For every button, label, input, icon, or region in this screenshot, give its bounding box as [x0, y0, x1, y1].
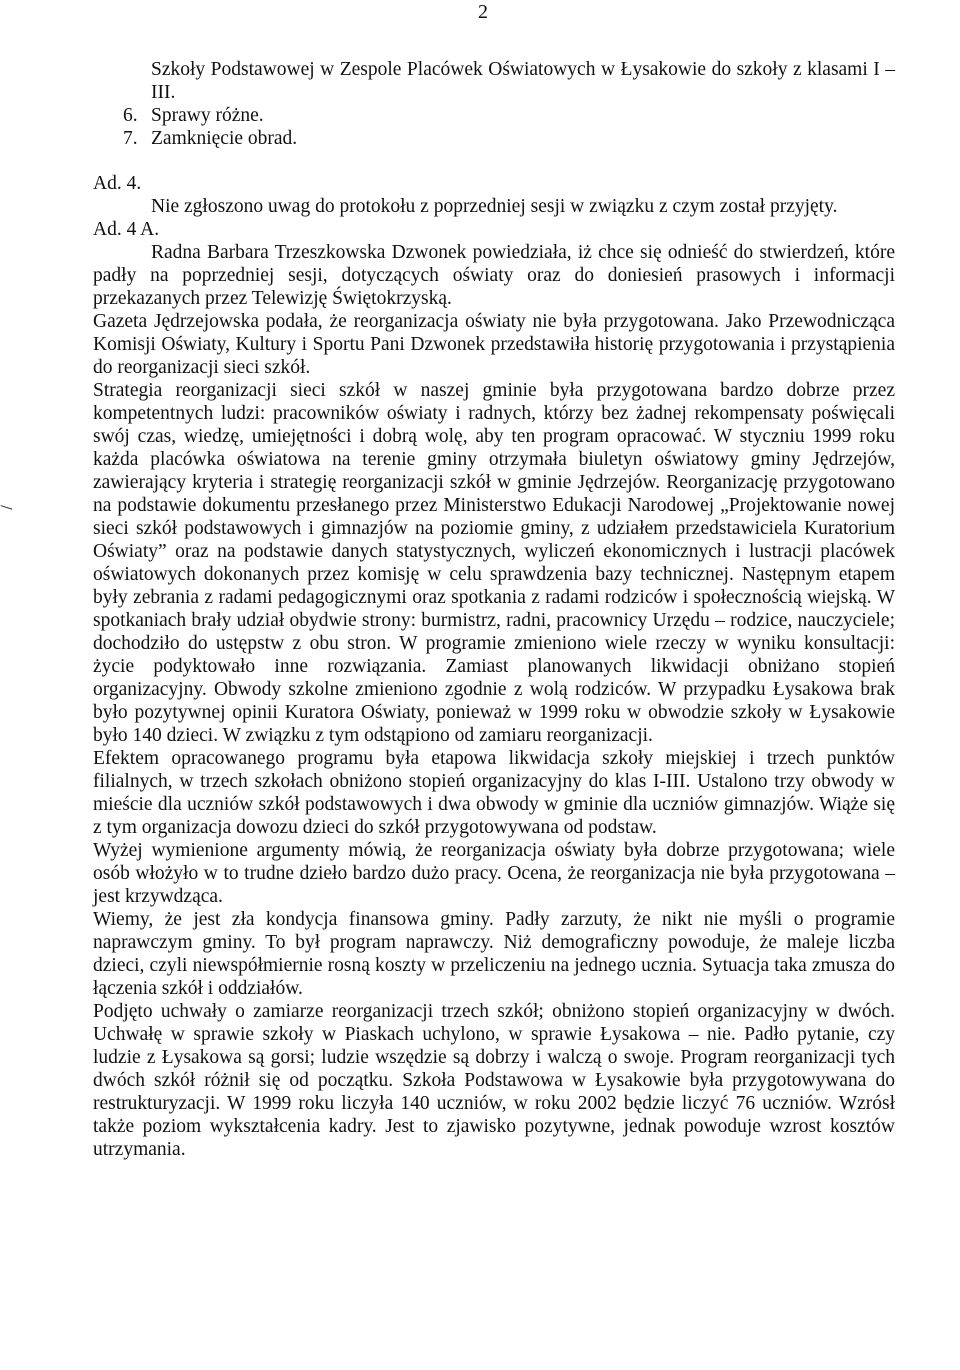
agenda-item-text: Sprawy różne.	[151, 105, 264, 126]
margin-mark	[1, 501, 14, 509]
agenda-continuation: Szkoły Podstawowej w Zespole Placówek Oświatowych w Łysakowie do szkoły z klasami I – III.	[151, 59, 895, 103]
paragraph: Wyżej wymienione argumenty mówią, że reorganizacja oświaty była dobrze przygotowana; wiele osób włożyło w to trudne dzieło bardzo dużo pracy. Ocena, że reorganizacja nie była przygotowana – jest krzywdząca.	[93, 840, 895, 907]
spacer	[93, 150, 895, 172]
paragraph: Strategia reorganizacji sieci szkół w naszej gminie była przygotowana bardzo dobrze przez kompetentnych ludzi: pracowników oświaty i radnych, którzy bez żadnej rekompensaty poświęcali swój czas, wiedzę, umiejętności i dobrą wolę, aby ten program opracować. W styczniu 1999 roku każda placówka oświatowa na terenie gminy otrzymała biuletyn oświatowy gminy Jędrzejów, zawierający kryteria i strategię reorganizacji szkół w gminie Jędrzejów. Reorganizację przygotowano na podstawie dokumentu przesłanego przez Ministerstwo Edukacji Narodowej „Projektowanie nowej sieci szkół podstawowych i gimnazjów na poziomie gminy, z udziałem przedstawiciela Kuratorium Oświaty” oraz na podstawie danych statystycznych, wyliczeń ekonomicznych i lustracji placówek oświatowych dokonanych przez komisję w celu sprawdzenia bazy technicznej. Następnym etapem były zebrania z radami pedagogicznymi oraz spotkania z radami rodziców i społecznością wiejską. W spotkaniach brały udział obydwie strony: burmistrz, radni, pracownicy Urzędu – rodzice, nauczyciele; dochodziło do ustępstw z obu stron. W programie zmieniono wiele rzeczy w wyniku konsultacji: życie podyktowało inne rozwiązania. Zamiast planowanych likwidacji obniżano stopień organizacyjny. Obwody szkolne zmieniono zgodnie z wolą rodziców. W przypadku Łysakowa brak było pozytywnej opinii Kuratora Oświaty, ponieważ w 1999 roku w obwodzie szkoły w Łysakowie było 140 dzieci. W związku z tym odstąpiono od zamiaru reorganizacji.	[93, 380, 895, 746]
section-heading-ad4: Ad. 4.	[93, 173, 142, 194]
paragraph: Radna Barbara Trzeszkowska Dzwonek powiedziała, iż chce się odnieść do stwierdzeń, które padły na poprzedniej sesji, dotyczących oświaty oraz do doniesień prasowych i informacji przekazanych przez Telewizję Świętokrzyską.	[93, 242, 895, 309]
paragraph: Wiemy, że jest zła kondycja finansowa gminy. Padły zarzuty, że nikt nie myśli o programie naprawczym gminy. To był program naprawczy. Niż demograficzny powoduje, że maleje liczba dzieci, czyli niewspółmiernie rosną koszty w przeliczeniu na jednego ucznia. Sytuacja taka zmusza do łączenia szkół i oddziałów.	[93, 909, 895, 999]
paragraph: Podjęto uchwały o zamiarze reorganizacji trzech szkół; obniżono stopień organizacyjny w dwóch. Uchwałę w sprawie szkoły w Piaskach uchylono, w sprawie Łysakowa – nie. Padło pytanie, czy ludzie z Łysakowa są gorsi; ludzie wszędzie są dobrzy i walczą o swoje. Program reorganizacji tych dwóch szkół różnił się od początku. Szkoła Podstawowa w Łysakowie była przygotowywana do restrukturyzacji. W 1999 roku liczyła 140 uczniów, w roku 2002 będzie liczyć 76 uczniów. Wzrósł także poziom wykształcenia kadry. Jest to zjawisko pozytywne, jednak powoduje wzrost kosztów utrzymania.	[93, 1001, 895, 1160]
section-heading-ad4a: Ad. 4 A.	[93, 219, 160, 240]
page-number: 2	[478, 1, 488, 23]
agenda-item-text: Zamknięcie obrad.	[151, 128, 298, 149]
agenda-item-7: 7. Zamknięcie obrad.	[123, 128, 298, 149]
agenda-continuation-block	[93, 58, 895, 104]
paragraph: Gazeta Jędrzejowska podała, że reorganizacja oświaty nie była przygotowana. Jako Przewodnicząca Komisji Oświaty, Kultury i Sportu Pani Dzwonek przedstawiła historię przygotowania i przystąpienia do reorganizacji sieci szkół.	[93, 311, 895, 378]
paragraph: Efektem opracowanego programu była etapowa likwidacja szkoły miejskiej i trzech punktów filialnych, w trzech szkołach obniżono stopień organizacyjny do klas I-III. Ustalono trzy obwody w mieście dla uczniów szkół podstawowych i dwa obwody w gminie dla uczniów gimnazjów. Wiąże się z tym organizacja dowozu dzieci do szkół przygotowywana od podstaw.	[93, 748, 895, 838]
section-text-ad4: Nie zgłoszono uwag do protokołu z poprzedniej sesji w związku z czym został przyjęty.	[151, 196, 838, 217]
agenda-item-6: 6. Sprawy różne.	[123, 105, 264, 126]
document-body	[93, 58, 895, 1161]
